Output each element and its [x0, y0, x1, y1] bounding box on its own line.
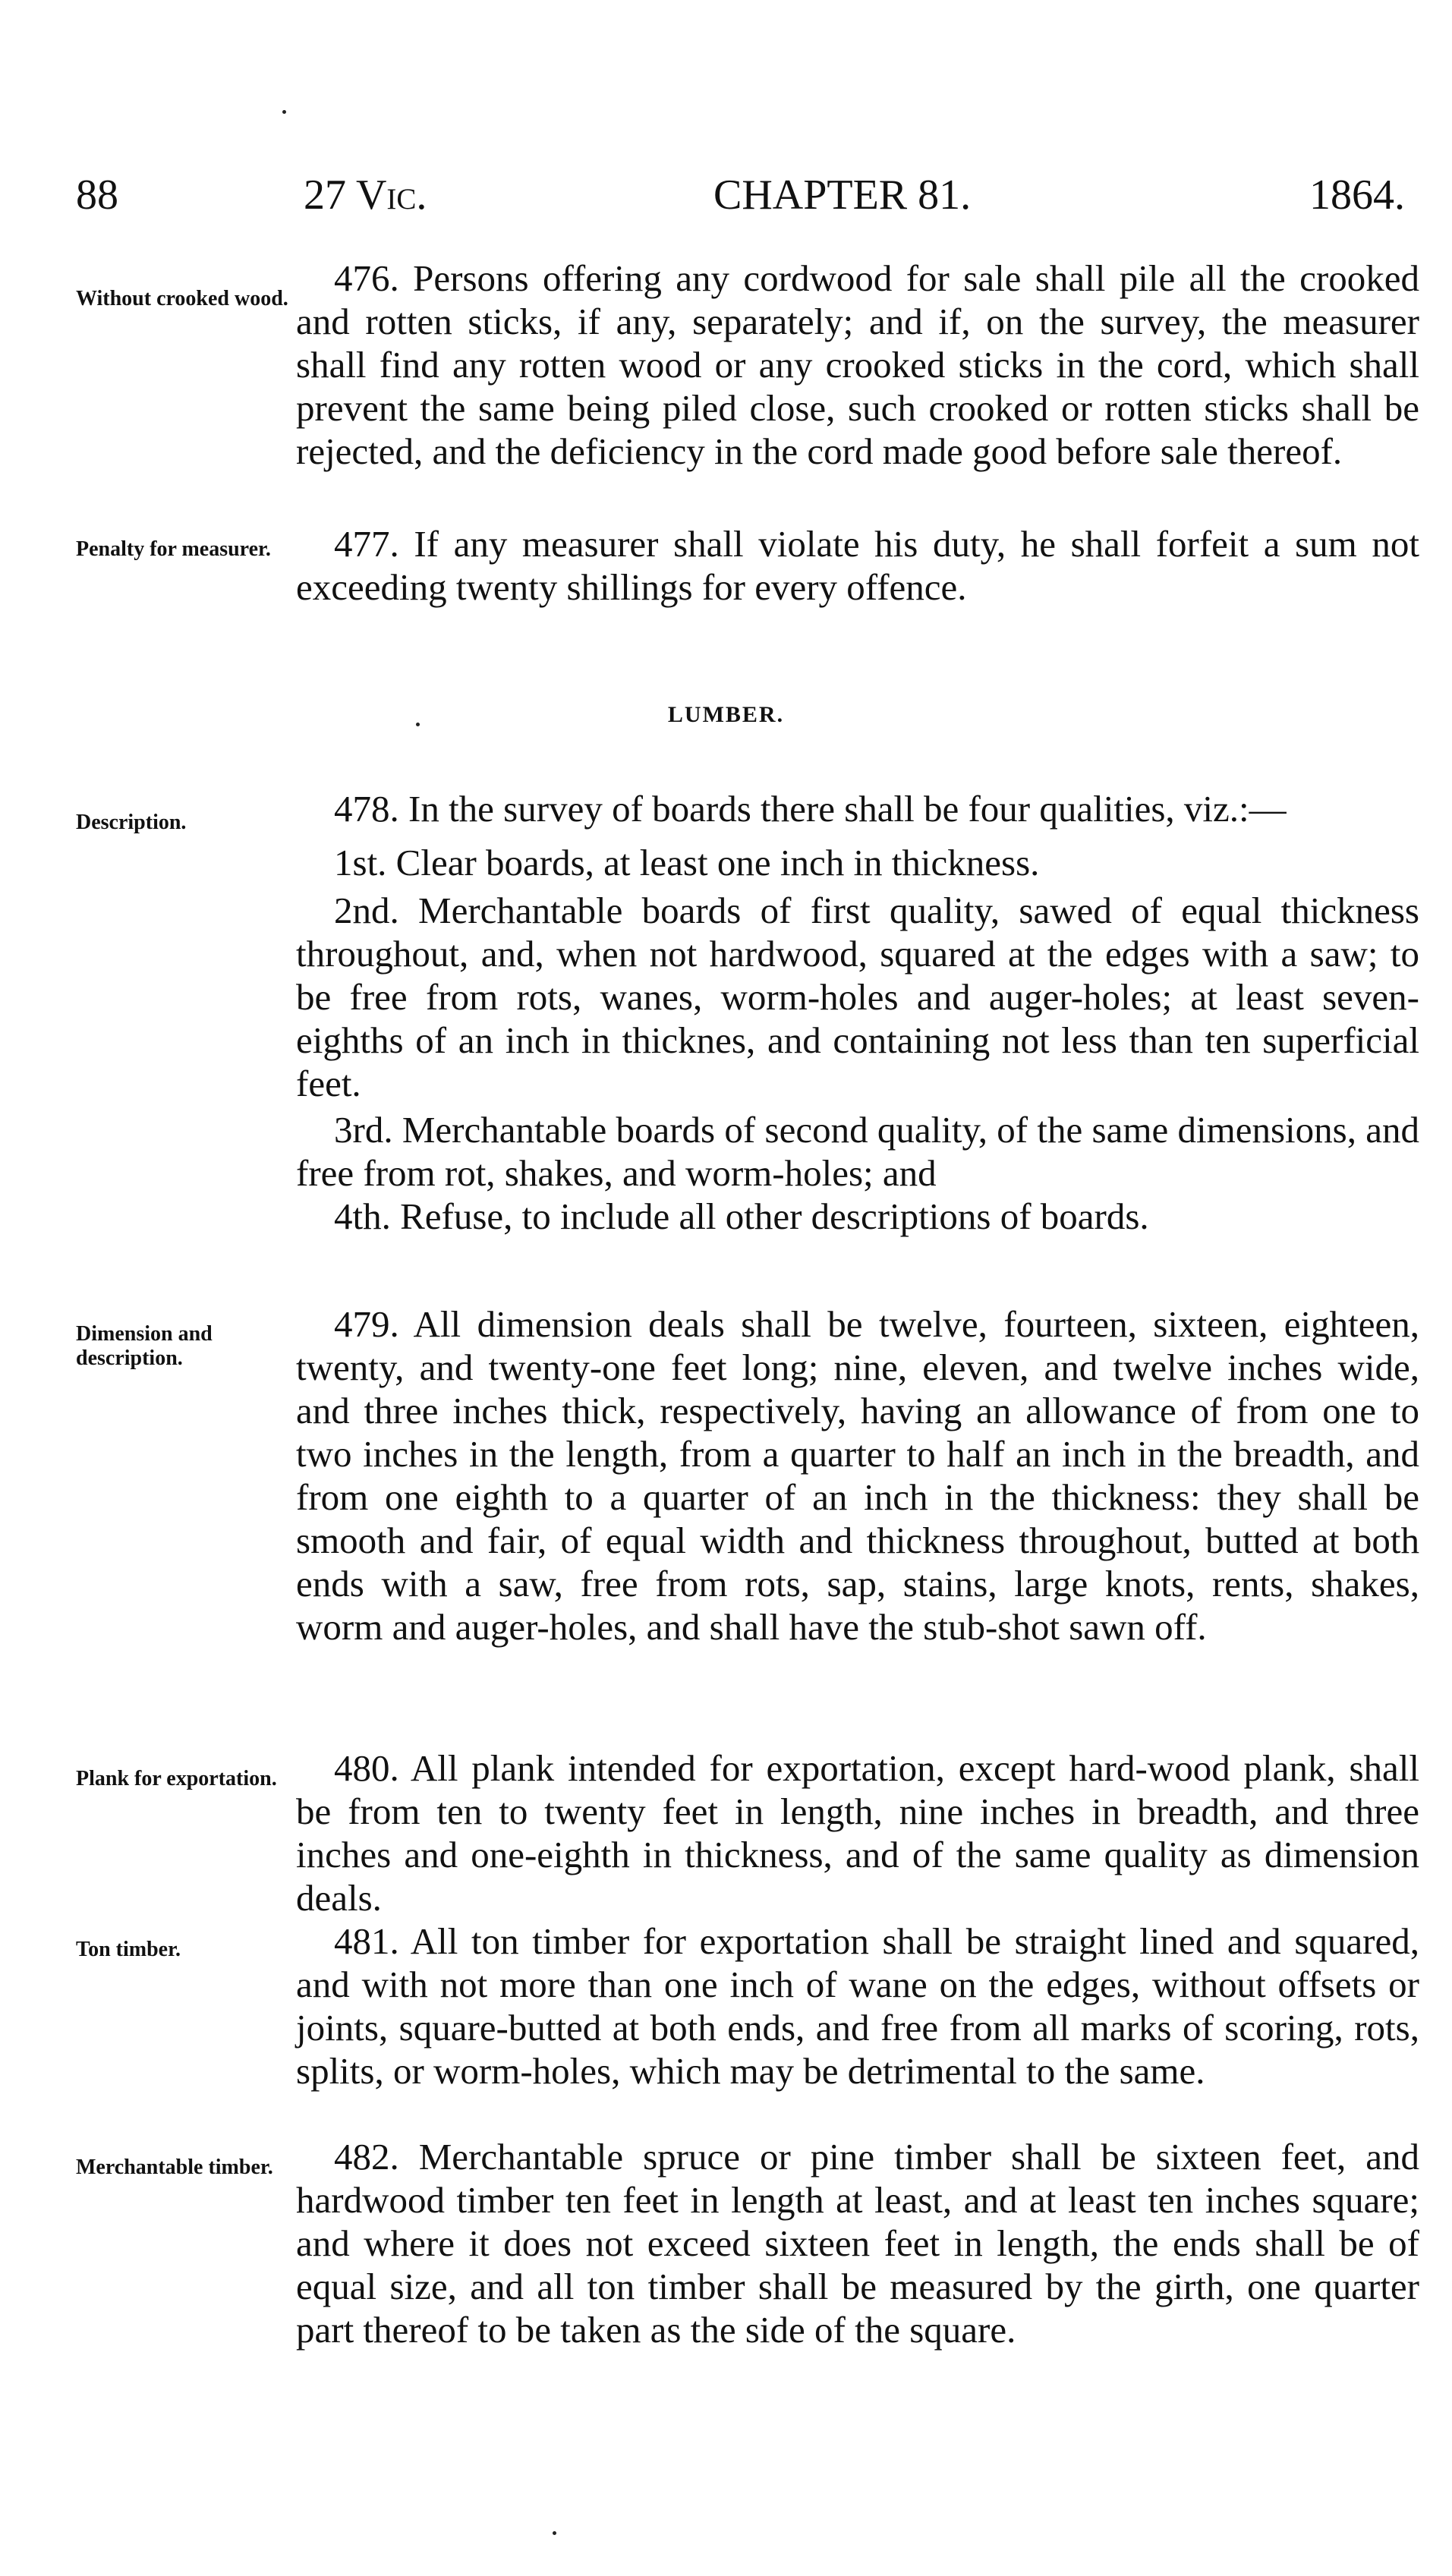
- quality-1st: 1st. Clear boards, at least one inch in thickness.: [334, 842, 1040, 883]
- section-480: [296, 1746, 1419, 1919]
- print-speck: [553, 2531, 556, 2535]
- margin-note-480: Plank for exportation.: [76, 1767, 277, 1790]
- margin-note-476: Without crooked wood.: [76, 287, 288, 310]
- section-479: [296, 1302, 1419, 1649]
- section-480-text: 480. All plank intended for exportation, except hard-wood plank, shall be from ten to twenty feet in length, nine inches in breadth, and three inches and one-eighth in thickness, and of the same quality as dimension deals.: [296, 1747, 1419, 1919]
- margin-note-479: Dimension and description.: [76, 1322, 213, 1370]
- quality-4th: 4th. Refuse, to include all other descriptions of boards.: [334, 1195, 1149, 1237]
- section-476-text: 476. Persons offering any cordwood for sale shall pile all the crooked and rotten sticks, if any, separately; and if, on the survey, the measurer shall find any rotten wood or any crooked sticks in the cord, which shall prevent the same being piled close, such crooked or rotten sticks shall be rejected, and the deficiency in the cord made good before sale thereof.: [296, 257, 1419, 472]
- margin-note-482: Merchantable timber.: [76, 2156, 273, 2179]
- margin-note-481: Ton timber.: [76, 1938, 181, 1961]
- chapter-title: CHAPTER 81.: [713, 172, 972, 219]
- running-header: [76, 168, 1427, 222]
- section-479-text: 479. All dimension deals shall be twelve, fourteen, sixteen, eighteen, twenty, and twenty-one feet long; nine, eleven, and twelve inches wide, and three inches thick, respectively, having an allowance of from one to two inches in the length, from a quarter to half an inch in the breadth, and from one eighth to a quarter of an inch in the thickness: they shall be smooth and fair, of equal width and thickness throughout, butted at both ends with a saw, free from rots, sap, stains, large knots, rents, shakes, worm and auger-holes, and shall have the stub-shot sawn off.: [296, 1303, 1419, 1648]
- section-482: [296, 2135, 1419, 2351]
- quality-2nd: 2nd. Merchantable boards of first quality, sawed of equal thickness throughout, and, when not hardwood, squared at the edges with a saw; to be free from rots, wanes, worm-holes and auger-holes; at least seven-eighths of an inch in thicknes, and containing not less than ten superficial feet.: [296, 890, 1419, 1104]
- section-476: [296, 257, 1419, 473]
- year: 1864.: [1309, 172, 1405, 219]
- section-478: [296, 787, 1419, 1238]
- section-482-text: 482. Merchantable spruce or pine timber shall be sixteen feet, and hardwood timber ten feet in length at least, and at least ten inches square; and where it does not exceed sixteen feet in length, the ends shall be of equal size, and all ton timber shall be measured by the girth, one quarter part thereof to be taken as the side of the square.: [296, 2136, 1419, 2351]
- section-heading-lumber: LUMBER.: [667, 702, 785, 727]
- section-481: [296, 1919, 1419, 2093]
- margin-note-478: Description.: [76, 811, 187, 834]
- print-speck: [282, 110, 286, 114]
- page-number: 88: [76, 172, 118, 219]
- section-478-text: 478. In the survey of boards there shall be four qualities, viz.:—: [334, 788, 1287, 830]
- section-477: [296, 522, 1419, 609]
- section-477-text: 477. If any measurer shall violate his duty, he shall forfeit a sum not exceeding twenty shillings for every offence.: [296, 523, 1419, 608]
- section-481-text: 481. All ton timber for exportation shall be straight lined and squared, and with not more than one inch of wane on the edges, without offsets or joints, square-butted at both ends, and free from all marks of scoring, rots, splits, or worm-holes, which may be detrimental to the same.: [296, 1920, 1419, 2092]
- margin-note-477: Penalty for measurer.: [76, 537, 271, 561]
- regnal-year: 27 Vic.: [304, 172, 427, 219]
- quality-3rd: 3rd. Merchantable boards of second quality, of the same dimensions, and free from rot, shakes, and worm-holes; and: [296, 1109, 1419, 1194]
